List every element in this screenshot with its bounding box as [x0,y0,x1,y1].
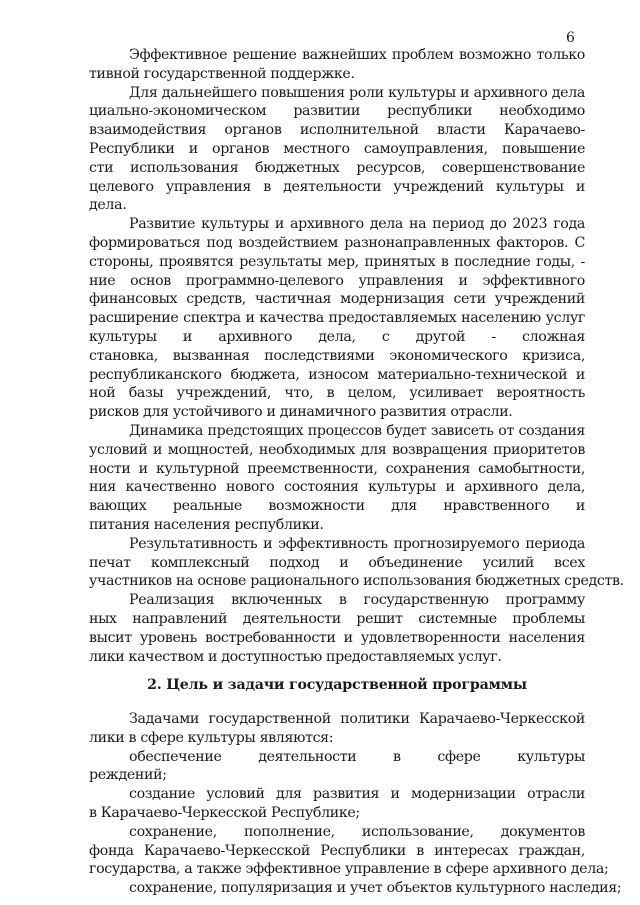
text-line: расширение спектра и качества предоставляемых населению услуг [89,310,585,327]
text-line: ности и культурной преемственности, сохранения самобытности, [89,460,585,477]
text-line: тивной государственной поддержке. [89,65,355,82]
text-line: Эффективное решение важнейших проблем возможно только [129,47,585,63]
text-line: республиканского бюджета, износом материально-технической и [89,366,585,383]
document-body [89,46,624,898]
list-item-line: создание условий для развития и модернизации отрасли [129,786,585,803]
text-line: Развитие культуры и архивного дела на период до 2023 года [129,216,585,233]
text-line: формироваться под воздействием разнонаправленных факторов. С [89,234,585,251]
text-line: Для дальнейшего повышения роли культуры и архивного дела [129,84,585,101]
text-line: печат комплексный подход и объединение усилий всех [89,554,585,571]
text-line: лики в сфере культуры являются: [89,729,334,746]
page-number: 6 [566,30,575,46]
text-line: вающих реальные возможности для нравственного и [89,498,585,515]
text-line: ной базы учреждений, что, в целом, усиливает вероятность [89,385,585,402]
list-item-line: сохранение, популяризация и учет объектов культурного наследия; [129,880,622,897]
text-line: культуры и архивного дела, с другой - сложная [89,328,585,345]
list-item-line: фонда Карачаево-Черкесской Республики в интересах граждан, [89,842,585,859]
text-line: циально-экономическом развитии республики необходимо [89,103,585,120]
text-line: условий и мощностей, необходимых для возвращения приоритетов [89,441,585,458]
list-item-line: в Карачаево-Черкесской Республике; [89,805,360,822]
text-line: ния качественно нового состояния культуры и архивного дела, [89,479,585,496]
text-line: целевого управления в деятельности учреждений культуры и [89,178,585,195]
list-item-line: обеспечение деятельности в сфере культуры [129,748,585,765]
text-line: высит уровень востребованности и удовлетворенности населения [89,629,585,646]
text-line: Республики и органов местного самоуправления, повышение [89,140,585,157]
text-line: Результативность и эффективность прогнозируемого периода [129,535,585,552]
text-line: становка, вызванная последствиями экономического кризиса, [89,347,585,364]
text-line: Задачами государственной политики Карачаево-Черкесской [129,711,585,728]
section-heading: 2. Цель и задачи государственной программы [147,677,527,694]
text-line: Динамика предстоящих процессов будет зависеть от создания [129,422,585,439]
text-line: лики качеством и доступностью предоставляемых услуг. [89,648,502,665]
text-line: ных направлений деятельности решит системные проблемы [89,610,585,627]
text-line: дела. [89,197,127,214]
list-item-line: реждений; [89,767,167,784]
list-item-line: сохранение, пополнение, использование, документов [129,823,585,840]
text-line: ние основ программно-целевого управления и эффективного [89,272,585,289]
text-line: стороны, проявятся результаты мер, принятых в последние годы, - [89,253,585,270]
text-line: рисков для устойчивого и динамичного развития отрасли. [89,404,513,421]
text-line: участников на основе рационального использования бюджетных средств. [89,573,624,590]
text-line: Реализация включенных в государственную программу [129,592,585,609]
text-line: взаимодействия органов исполнительной власти Карачаево- [89,122,585,139]
text-line: финансовых средств, частичная модернизация сети учреждений [89,291,585,308]
text-line: сти использования бюджетных ресурсов, совершенствование [89,159,585,176]
text-line: питания населения республики. [89,516,324,533]
list-item-line: государства, а также эффективное управление в сфере архивного дела; [89,861,609,878]
